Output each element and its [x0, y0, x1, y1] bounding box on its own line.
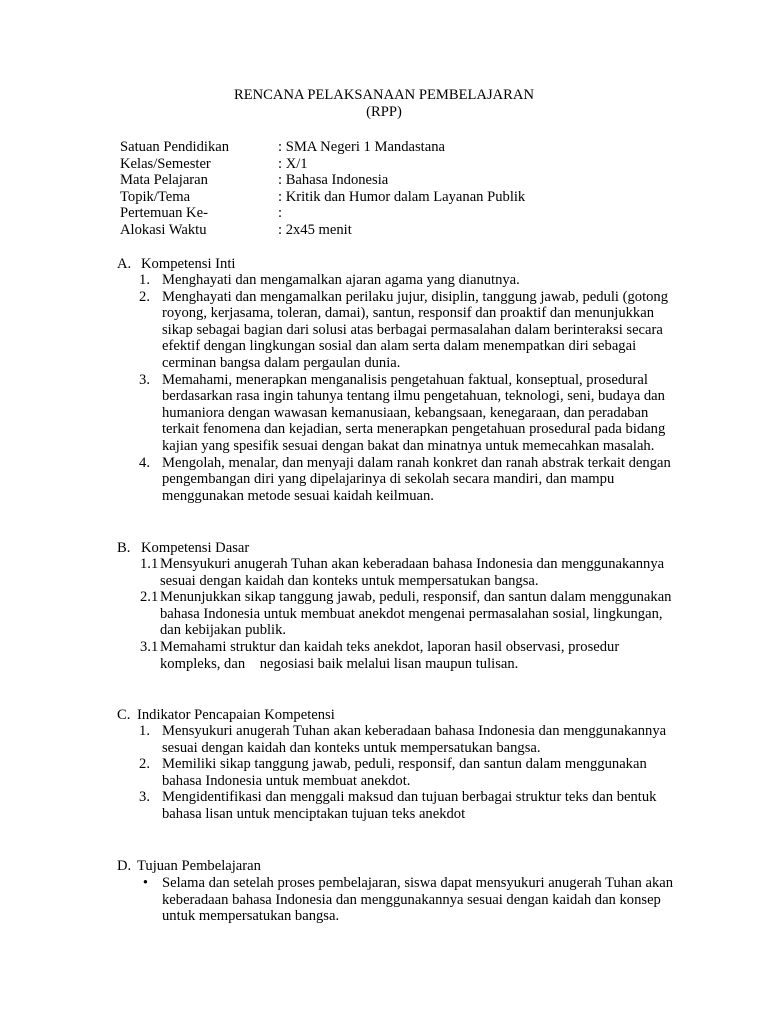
item-text: Menghayati dan mengamalkan ajaran agama yang dianutnya.: [162, 272, 520, 288]
section-title: Indikator Pencapaian Kompetensi: [137, 707, 335, 723]
item-text: Menghayati dan mengamalkan perilaku jujur, disiplin, tanggung jawab, peduli (gotong royong, kerjasama, toleran, damai), santun, responsif dan proaktif dan menunjukkan sikap sebagai bagian dari solusi atas berbagai permasalahan dalam berinteraksi secara efektif dengan lingkungan sosial dan alam serta dalam menempatkan diri sebagai cerminan bangsa dalam pergaulan dunia.: [162, 288, 669, 371]
section-letter: D.: [117, 858, 132, 874]
list-item: [120, 372, 680, 455]
indikator-list: [120, 723, 680, 823]
identity-row: [120, 222, 525, 239]
section-c-heading: [117, 707, 335, 724]
identity-label: Mata Pelajaran: [120, 172, 208, 189]
list-item: [120, 723, 680, 756]
item-text: Memahami struktur dan kaidah teks anekdot, laporan hasil observasi, prosedur kompleks, dan negosiasi baik melalui lisan maupun tulisan.: [160, 638, 623, 672]
section-b-heading: [117, 540, 249, 557]
item-number: 2.: [139, 756, 150, 773]
item-text: Memahami, menerapkan menganalisis pengetahuan faktual, konseptual, prosedural berdasarkan rasa ingin tahunya tentang ilmu pengetahuan, teknologi, seni, budaya dan humaniora dengan wawasan kemanusiaan, kebangsaan, kenegaraan, dan peradaban terkait fenomena dan kejadian, serta menerapkan pengetahuan prosedural pada bidang kajian yang spesifik sesuai dengan bakat dan minatnya untuk memecahkan masalah.: [162, 371, 666, 454]
identity-label: Kelas/Semester: [120, 155, 211, 172]
title-line-1: RENCANA PELAKSANAAN PEMBELAJARAN: [233, 87, 534, 103]
identity-value: : 2x45 menit: [278, 221, 352, 238]
list-item: [120, 639, 680, 672]
identity-label: Topik/Tema: [120, 188, 191, 205]
list-item: [120, 556, 680, 589]
identity-label: Satuan Pendidikan: [120, 139, 230, 155]
kompetensi-inti-list: [120, 272, 680, 504]
section-letter: C.: [117, 707, 131, 723]
identity-value: : Bahasa Indonesia: [278, 172, 389, 189]
item-text: Memiliki sikap tanggung jawab, peduli, responsif, dan santun dalam menggunakan bahasa Indonesia untuk membuat anekdot.: [162, 756, 647, 789]
item-text: Menunjukkan sikap tanggung jawab, peduli, responsif, dan santun dalam menggunakan bahasa Indonesia untuk membuat anekdot mengenai permasalahan sosial, lingkungan, dan kebijakan publik.: [160, 589, 672, 639]
identity-row: [120, 189, 525, 206]
identity-row: [120, 139, 525, 156]
item-number: 3.: [139, 789, 150, 806]
identity-value: :: [278, 205, 283, 222]
document-title: [0, 87, 768, 121]
list-item: [120, 789, 680, 822]
item-number: 2.1: [140, 589, 159, 606]
identity-label: Alokasi Waktu: [120, 221, 207, 238]
bullet-icon: •: [142, 875, 148, 891]
item-text: Mengidentifikasi dan menggali maksud dan tujuan berbagai struktur teks dan bentuk bahasa lisan untuk menciptakan tujuan teks anekdot: [162, 789, 657, 822]
title-line-2: (RPP): [366, 104, 402, 120]
section-title: Tujuan Pembelajaran: [137, 858, 261, 874]
list-item: [120, 875, 680, 925]
item-number: 4.: [139, 454, 150, 471]
item-text: Selama dan setelah proses pembelajaran, siswa dapat mensyukuri anugerah Tuhan akan keberadaan bahasa Indonesia dan menggunakannya sesuai dengan kaidah dan konsep untuk mempersatukan bangsa.: [162, 875, 674, 925]
item-number: 3.: [139, 371, 150, 388]
identity-table: [120, 139, 525, 239]
section-title: Kompetensi Dasar: [141, 540, 250, 556]
item-number: 1.1: [140, 556, 159, 572]
identity-value: : X/1: [278, 155, 308, 172]
item-text: Mengolah, menalar, dan menyaji dalam ranah konkret dan ranah abstrak terkait dengan pengembangan diri yang dipelajarinya di sekolah secara mandiri, dan mampu menggunakan metode sesuai kaidah keilmuan.: [162, 454, 671, 504]
section-a-heading: [117, 256, 235, 273]
identity-value: : Kritik dan Humor dalam Layanan Publik: [278, 188, 526, 205]
item-number: 3.1: [140, 638, 159, 655]
tujuan-list: [120, 875, 680, 925]
section-letter: B.: [117, 540, 131, 556]
list-item: [120, 589, 680, 639]
item-text: Mensyukuri anugerah Tuhan akan keberadaan bahasa Indonesia dan menggunakannya sesuai dengan kaidah dan konteks untuk mempersatukan bangsa.: [160, 556, 665, 589]
list-item: [120, 289, 680, 372]
identity-row: [120, 156, 525, 173]
item-text: Mensyukuri anugerah Tuhan akan keberadaan bahasa Indonesia dan menggunakannya sesuai dengan kaidah dan konteks untuk mempersatukan bangsa.: [162, 723, 667, 756]
list-item: [120, 272, 680, 289]
identity-row: [120, 172, 525, 189]
section-title: Kompetensi Inti: [141, 256, 236, 272]
item-number: 2.: [139, 288, 150, 305]
identity-value: : SMA Negeri 1 Mandastana: [278, 139, 445, 155]
section-letter: A.: [117, 256, 132, 272]
section-d-heading: [117, 858, 261, 875]
list-item: [120, 455, 680, 505]
identity-row: [120, 205, 525, 222]
kompetensi-dasar-list: [120, 556, 680, 672]
identity-label: Pertemuan Ke-: [120, 205, 208, 222]
list-item: [120, 756, 680, 789]
item-number: 1.: [139, 723, 150, 739]
item-number: 1.: [139, 272, 150, 288]
